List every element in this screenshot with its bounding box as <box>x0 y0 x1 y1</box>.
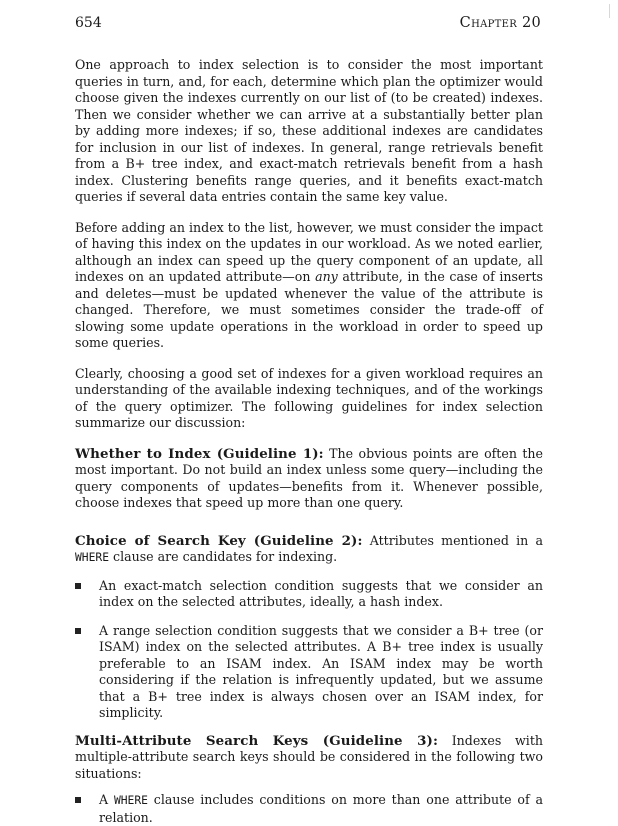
guideline-2-bullet-list <box>75 578 543 722</box>
paragraph-guidelines-intro: Clearly, choosing a good set of indexes for a given workload requires an understanding of the available indexing techniques, and of the workings of the query optimizer. The following guidelines for index selection summarize our discussion: <box>75 365 543 430</box>
chapter-label: Chapter 20 <box>459 15 541 31</box>
emphasis-any: any <box>315 269 338 284</box>
guideline-3-bullet-list <box>75 792 543 826</box>
paragraph-update-impact <box>75 220 543 352</box>
guideline-3 <box>75 733 543 783</box>
page-edge-mark <box>609 4 610 18</box>
guideline-1 <box>75 446 543 512</box>
code-where: WHERE <box>75 551 110 564</box>
body-text <box>75 57 543 826</box>
guideline-2-text-after: clause are candidates for indexing. <box>109 549 338 564</box>
bullet-prefix: A <box>99 792 114 807</box>
guideline-1-text: The obvious points are often the most important. Do not build an index unless some query—including the query components of updates—benefits from it. Whenever possible, choose indexes that speed up more than one query. <box>75 445 543 510</box>
guideline-2-heading: Choice of Search Key (Guideline 2): <box>75 532 363 549</box>
running-header <box>75 15 543 35</box>
paragraph-update-impact-before: Before adding an index to the list, however, we must consider the impact of having this index on the updates in our workload. As we noted earlier, although an index can speed up the query component of an update, all indexes on an updated attribute—on <box>75 219 543 284</box>
list-item <box>75 623 543 722</box>
code-where: WHERE <box>113 794 148 807</box>
guideline-3-text: Indexes with multiple-attribute search keys should be considered in the following two situations: <box>75 732 543 781</box>
square-bullet-icon <box>75 583 81 589</box>
list-item-text: A range selection condition suggests that we consider a B+ tree (or ISAM) index on the selected attributes. A B+ tree index is usually preferable to an ISAM index. An ISAM index may be worth considering if the relation is infrequently updated, but we assume that a B+ tree index is always chosen over an ISAM index, for simplicity. <box>99 622 543 720</box>
square-bullet-icon <box>75 628 81 634</box>
list-item <box>75 578 543 611</box>
square-bullet-icon <box>75 797 81 803</box>
guideline-3-heading: Multi-Attribute Search Keys (Guideline 3): <box>75 732 439 749</box>
list-item <box>75 792 543 826</box>
paragraph-index-selection-approach: One approach to index selection is to consider the most important queries in turn, and, for each, determine which plan the optimizer would choose given the indexes currently on our list of (to be created) indexes. Then we consider whether we can arrive at a substantially better plan by adding more indexes; if so, these additional indexes are candidates for inclusion in our list of indexes. In general, range retrievals benefit from a B+ tree index, and exact-match retrievals benefit from a hash index. Clustering benefits range queries, and it benefits exact-match queries if several data entries contain the same key value. <box>75 57 543 204</box>
paragraph-update-impact-after: attribute, in the case of inserts and deletes—must be updated whenever the value of the attribute is changed. Therefore, we must sometimes consider the trade-off of slowing some update operations in the workload in order to speed up some queries. <box>75 269 543 350</box>
list-item-text: An exact-match selection condition suggests that we consider an index on the selected attributes, ideally, a hash index. <box>99 577 543 609</box>
guideline-2 <box>75 533 543 567</box>
guideline-1-heading: Whether to Index (Guideline 1): <box>75 445 324 462</box>
list-item-text <box>99 792 543 825</box>
guideline-2-text-before: Attributes mentioned in a <box>362 532 543 548</box>
bullet-suffix: clause includes conditions on more than one attribute of a relation. <box>99 792 543 825</box>
page-number: 654 <box>75 15 102 31</box>
